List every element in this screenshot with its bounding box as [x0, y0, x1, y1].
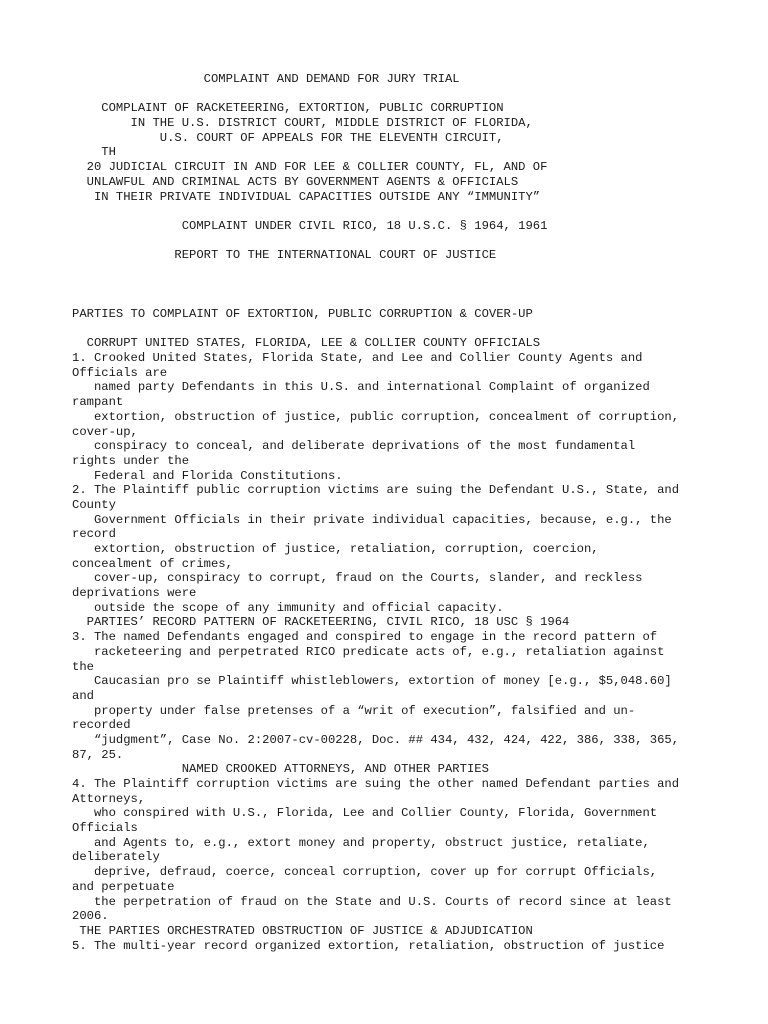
document-line: and Agents to, e.g., extort money and property, obstruct justice, retaliate, — [72, 835, 650, 850]
document-line: named party Defendants in this U.S. and international Complaint of organized — [72, 380, 650, 395]
document-line: cover-up, — [72, 424, 138, 439]
document-line: rampant — [72, 395, 124, 410]
document-page — [72, 72, 712, 953]
document-line: 20 JUDICIAL CIRCUIT IN AND FOR LEE & COLLIER COUNTY, FL, AND OF — [72, 160, 548, 175]
document-line: COMPLAINT UNDER CIVIL RICO, 18 U.S.C. § 1964, 1961 — [72, 218, 548, 233]
document-line: Government Officials in their private individual capacities, because, e.g., the — [72, 512, 672, 527]
document-line — [72, 204, 712, 219]
document-line: IN THE U.S. DISTRICT COURT, MIDDLE DISTRICT OF FLORIDA, — [72, 116, 533, 131]
document-line: COMPLAINT OF RACKETEERING, EXTORTION, PUBLIC CORRUPTION — [72, 101, 504, 116]
document-line — [72, 87, 712, 102]
document-line: County — [72, 497, 116, 512]
document-line: UNLAWFUL AND CRIMINAL ACTS BY GOVERNMENT AGENTS & OFFICIALS — [72, 174, 519, 189]
document-line: Officials — [72, 821, 138, 836]
document-line: concealment of crimes, — [72, 556, 233, 571]
document-line — [72, 292, 712, 307]
document-line: rights under the — [72, 453, 190, 468]
document-line — [72, 234, 712, 249]
document-line: and perpetuate — [72, 879, 175, 894]
document-line: conspiracy to conceal, and deliberate deprivations of the most fundamental — [72, 439, 636, 454]
document-line: 3. The named Defendants engaged and conspired to engage in the record pattern of — [72, 630, 658, 645]
document-line: U.S. COURT OF APPEALS FOR THE ELEVENTH CIRCUIT, — [72, 130, 504, 145]
document-line: deprivations were — [72, 586, 197, 601]
document-line: 2. The Plaintiff public corruption victims are suing the Defendant U.S., State, and — [72, 483, 680, 498]
document-line — [72, 278, 712, 293]
document-line: Federal and Florida Constitutions. — [72, 468, 343, 483]
document-line: cover-up, conspiracy to corrupt, fraud on the Courts, slander, and reckless — [72, 571, 643, 586]
document-line: PARTIES’ RECORD PATTERN OF RACKETEERING, CIVIL RICO, 18 USC § 1964 — [72, 615, 570, 630]
document-line — [72, 263, 712, 278]
document-line: TH — [72, 145, 116, 160]
document-line: racketeering and perpetrated RICO predicate acts of, e.g., retaliation against — [72, 644, 665, 659]
document-line: 87, 25. — [72, 747, 124, 762]
document-line: the — [72, 659, 94, 674]
document-line: 2006. — [72, 909, 109, 924]
document-line: CORRUPT UNITED STATES, FLORIDA, LEE & COLLIER COUNTY OFFICIALS — [72, 336, 541, 351]
document-line: outside the scope of any immunity and official capacity. — [72, 600, 504, 615]
document-line: NAMED CROOKED ATTORNEYS, AND OTHER PARTIES — [72, 762, 489, 777]
document-line: Caucasian pro se Plaintiff whistleblowers, extortion of money [e.g., $5,048.60] — [72, 674, 672, 689]
document-line: PARTIES TO COMPLAINT OF EXTORTION, PUBLIC CORRUPTION & COVER-UP — [72, 307, 533, 321]
document-line — [72, 322, 712, 337]
document-line: COMPLAINT AND DEMAND FOR JURY TRIAL — [72, 72, 460, 86]
document-line: THE PARTIES ORCHESTRATED OBSTRUCTION OF JUSTICE & ADJUDICATION — [72, 923, 533, 938]
document-line: 4. The Plaintiff corruption victims are suing the other named Defendant parties and — [72, 777, 680, 791]
document-line: the perpetration of fraud on the State and U.S. Courts of record since at least — [72, 894, 672, 909]
document-line: IN THEIR PRIVATE INDIVIDUAL CAPACITIES OUTSIDE ANY “IMMUNITY” — [72, 189, 541, 204]
document-line: 1. Crooked United States, Florida State, and Lee and Collier County Agents and — [72, 351, 643, 366]
document-line: 5. The multi-year record organized extortion, retaliation, obstruction of justice — [72, 938, 665, 953]
document-line: extortion, obstruction of justice, retaliation, corruption, coercion, — [72, 542, 599, 556]
document-line: and — [72, 688, 94, 703]
document-line: extortion, obstruction of justice, public corruption, concealment of corruption, — [72, 409, 680, 424]
document-line: property under false pretenses of a “writ of execution”, falsified and un- — [72, 703, 636, 718]
document-line: who conspired with U.S., Florida, Lee and Collier County, Florida, Government — [72, 806, 658, 821]
document-line: “judgment”, Case No. 2:2007-cv-00228, Doc. ## 434, 432, 424, 422, 386, 338, 365, — [72, 732, 680, 747]
document-line: REPORT TO THE INTERNATIONAL COURT OF JUSTICE — [72, 248, 497, 263]
document-line: deprive, defraud, coerce, conceal corruption, cover up for corrupt Officials, — [72, 865, 658, 880]
document-line: Attorneys, — [72, 791, 146, 806]
document-line: record — [72, 527, 116, 542]
document-line: Officials are — [72, 365, 168, 380]
document-line: recorded — [72, 718, 131, 733]
document-line: deliberately — [72, 850, 160, 865]
